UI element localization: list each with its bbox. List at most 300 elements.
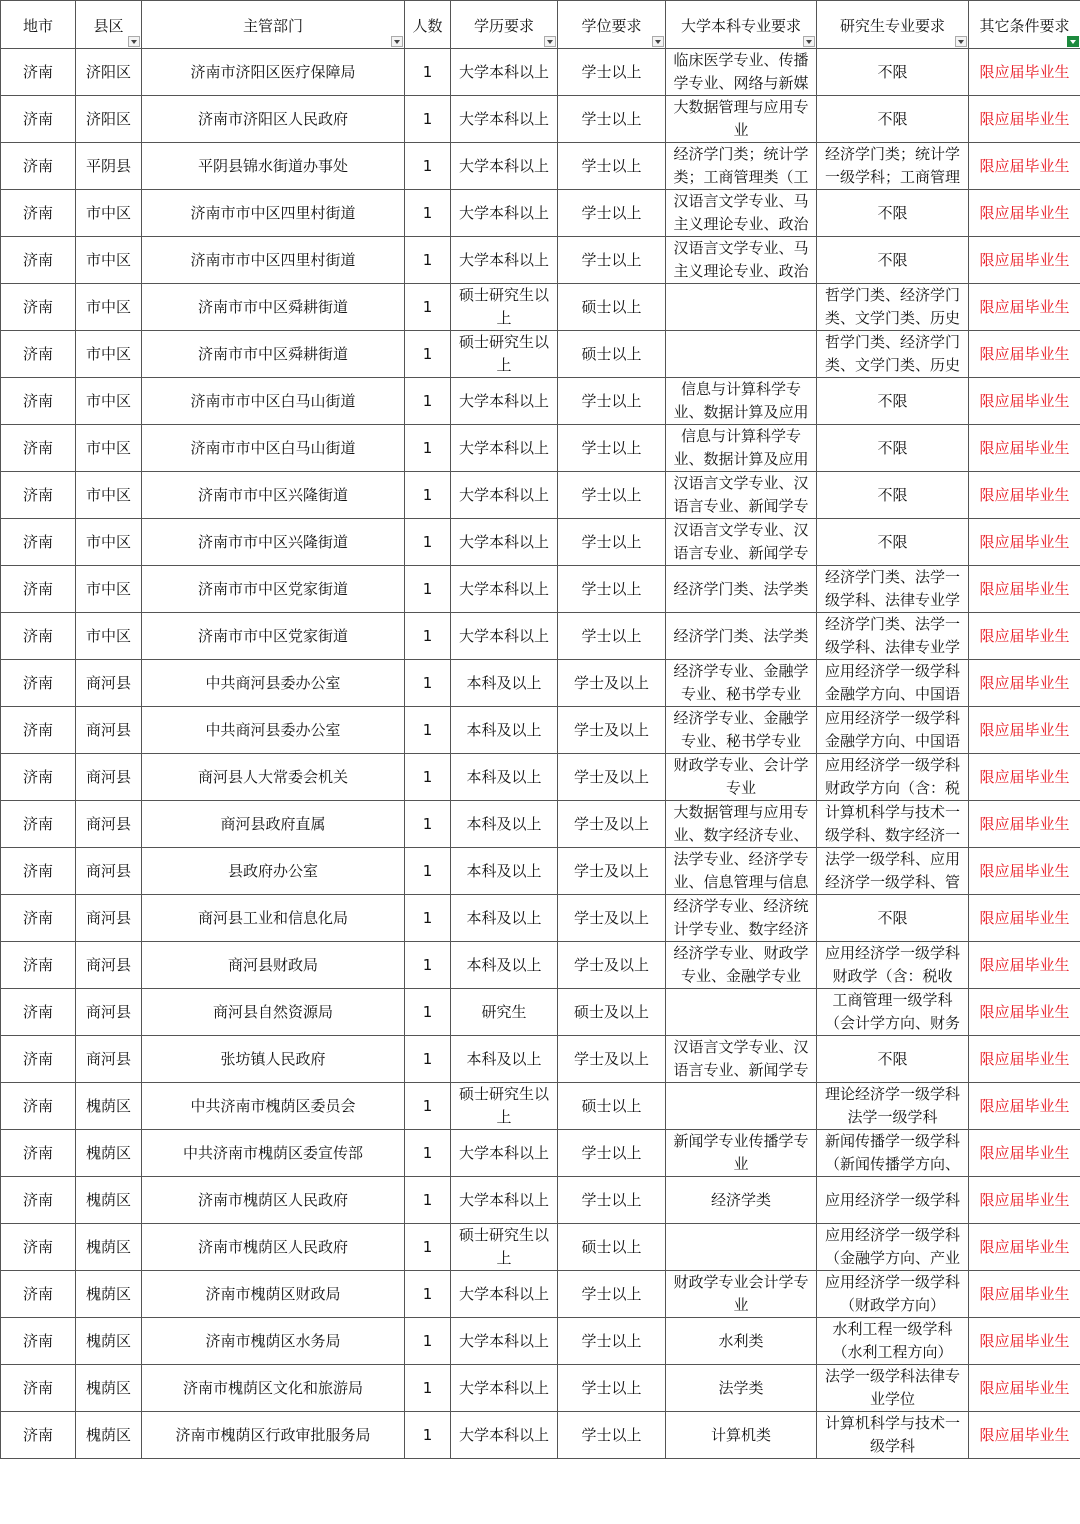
cell-department[interactable] <box>142 989 405 1036</box>
cell-text: 经济学门类；统计学类；工商管理类（工 <box>673 145 809 186</box>
cell-headcount[interactable] <box>405 895 451 942</box>
cell-district[interactable] <box>76 1365 142 1412</box>
cell-text: 限应届毕业生 <box>979 626 1070 645</box>
cell-city[interactable] <box>1 190 76 237</box>
cell-city[interactable] <box>1 472 76 519</box>
cell-headcount[interactable] <box>405 1224 451 1271</box>
cell-city[interactable] <box>1 801 76 848</box>
cell-headcount[interactable] <box>405 331 451 378</box>
cell-headcount[interactable] <box>405 566 451 613</box>
cell-degree[interactable] <box>558 1412 666 1459</box>
cell-district[interactable] <box>76 1412 142 1459</box>
cell-degree[interactable] <box>558 143 666 190</box>
cell-city[interactable] <box>1 1036 76 1083</box>
cell-other-conditions[interactable] <box>969 1177 1080 1224</box>
cell-city[interactable] <box>1 1177 76 1224</box>
cell-district[interactable] <box>76 331 142 378</box>
cell-grad-major[interactable] <box>817 848 969 895</box>
cell-text: 应用经济学一级学科（财政学方向） <box>824 1273 960 1314</box>
cell-department[interactable] <box>142 1271 405 1318</box>
cell-department[interactable] <box>142 1224 405 1271</box>
cell-other-conditions[interactable] <box>969 1224 1080 1271</box>
cell-grad-major[interactable] <box>817 519 969 566</box>
cell-undergrad-major[interactable] <box>666 1177 817 1224</box>
cell-department[interactable] <box>142 660 405 707</box>
cell-department[interactable] <box>142 707 405 754</box>
cell-text: 1 <box>422 626 433 645</box>
cell-education[interactable] <box>451 49 558 96</box>
cell-undergrad-major[interactable] <box>666 1412 817 1459</box>
cell-undergrad-major[interactable] <box>666 895 817 942</box>
cell-text: 1 <box>422 391 433 410</box>
cell-grad-major[interactable] <box>817 660 969 707</box>
cell-other-conditions[interactable] <box>969 331 1080 378</box>
cell-city[interactable] <box>1 143 76 190</box>
cell-headcount[interactable] <box>405 989 451 1036</box>
cell-headcount[interactable] <box>405 942 451 989</box>
cell-education[interactable] <box>451 1130 558 1177</box>
cell-headcount[interactable] <box>405 1083 451 1130</box>
cell-department[interactable] <box>142 331 405 378</box>
cell-grad-major[interactable] <box>817 1412 969 1459</box>
table-row <box>1 284 1080 331</box>
cell-city[interactable] <box>1 613 76 660</box>
cell-undergrad-major[interactable] <box>666 237 817 284</box>
cell-grad-major[interactable] <box>817 331 969 378</box>
cell-undergrad-major[interactable] <box>666 190 817 237</box>
cell-city[interactable] <box>1 96 76 143</box>
cell-other-conditions[interactable] <box>969 1412 1080 1459</box>
cell-headcount[interactable] <box>405 237 451 284</box>
cell-education[interactable] <box>451 284 558 331</box>
cell-degree[interactable] <box>558 49 666 96</box>
cell-district[interactable] <box>76 801 142 848</box>
cell-other-conditions[interactable] <box>969 566 1080 613</box>
cell-district[interactable] <box>76 96 142 143</box>
cell-undergrad-major[interactable] <box>666 613 817 660</box>
cell-city[interactable] <box>1 1130 76 1177</box>
cell-other-conditions[interactable] <box>969 848 1080 895</box>
cell-department[interactable] <box>142 378 405 425</box>
cell-education[interactable] <box>451 1036 558 1083</box>
cell-grad-major[interactable] <box>817 472 969 519</box>
cell-other-conditions[interactable] <box>969 378 1080 425</box>
cell-city[interactable] <box>1 895 76 942</box>
cell-district[interactable] <box>76 284 142 331</box>
cell-undergrad-major[interactable] <box>666 425 817 472</box>
cell-education[interactable] <box>451 1412 558 1459</box>
cell-degree[interactable] <box>558 284 666 331</box>
cell-district[interactable] <box>76 1083 142 1130</box>
cell-district[interactable] <box>76 895 142 942</box>
cell-education[interactable] <box>451 895 558 942</box>
cell-education[interactable] <box>451 1177 558 1224</box>
cell-grad-major[interactable] <box>817 1365 969 1412</box>
cell-other-conditions[interactable] <box>969 613 1080 660</box>
cell-education[interactable] <box>451 331 558 378</box>
cell-district[interactable] <box>76 425 142 472</box>
cell-headcount[interactable] <box>405 519 451 566</box>
cell-department[interactable] <box>142 942 405 989</box>
cell-department[interactable] <box>142 1130 405 1177</box>
cell-text: 不限 <box>877 62 908 81</box>
cell-headcount[interactable] <box>405 1130 451 1177</box>
cell-education[interactable] <box>451 1365 558 1412</box>
cell-undergrad-major[interactable] <box>666 566 817 613</box>
cell-department[interactable] <box>142 472 405 519</box>
cell-city[interactable] <box>1 1318 76 1365</box>
cell-degree[interactable] <box>558 895 666 942</box>
cell-city[interactable] <box>1 1083 76 1130</box>
cell-other-conditions[interactable] <box>969 49 1080 96</box>
cell-district[interactable] <box>76 660 142 707</box>
cell-degree[interactable] <box>558 190 666 237</box>
cell-degree[interactable] <box>558 613 666 660</box>
cell-degree[interactable] <box>558 1365 666 1412</box>
cell-degree[interactable] <box>558 519 666 566</box>
cell-undergrad-major[interactable] <box>666 707 817 754</box>
cell-headcount[interactable] <box>405 284 451 331</box>
cell-text: 1 <box>422 1096 433 1115</box>
cell-city[interactable] <box>1 989 76 1036</box>
cell-headcount[interactable] <box>405 49 451 96</box>
cell-headcount[interactable] <box>405 425 451 472</box>
cell-education[interactable] <box>451 237 558 284</box>
cell-undergrad-major[interactable] <box>666 801 817 848</box>
cell-department[interactable] <box>142 754 405 801</box>
cell-department[interactable] <box>142 895 405 942</box>
cell-city[interactable] <box>1 425 76 472</box>
cell-degree[interactable] <box>558 1271 666 1318</box>
cell-department[interactable] <box>142 237 405 284</box>
cell-grad-major[interactable] <box>817 613 969 660</box>
filter-dropdown-icon[interactable] <box>955 36 967 47</box>
cell-other-conditions[interactable] <box>969 425 1080 472</box>
cell-grad-major[interactable] <box>817 284 969 331</box>
cell-education[interactable] <box>451 190 558 237</box>
cell-degree[interactable] <box>558 801 666 848</box>
cell-city[interactable] <box>1 566 76 613</box>
table-row <box>1 237 1080 284</box>
cell-grad-major[interactable] <box>817 566 969 613</box>
cell-city[interactable] <box>1 331 76 378</box>
cell-department[interactable] <box>142 613 405 660</box>
cell-district[interactable] <box>76 49 142 96</box>
cell-department[interactable] <box>142 1036 405 1083</box>
cell-city[interactable] <box>1 754 76 801</box>
cell-grad-major[interactable] <box>817 1083 969 1130</box>
cell-text: 学士以上 <box>581 1331 642 1350</box>
cell-text: 济南 <box>22 250 53 269</box>
cell-undergrad-major[interactable] <box>666 96 817 143</box>
cell-text: 经济学专业、经济统计学专业、数字经济 <box>673 897 809 938</box>
cell-headcount[interactable] <box>405 472 451 519</box>
cell-education[interactable] <box>451 425 558 472</box>
cell-district[interactable] <box>76 143 142 190</box>
cell-text: 学士以上 <box>581 1425 642 1444</box>
cell-city[interactable] <box>1 848 76 895</box>
column-header-grad-major <box>817 1 969 49</box>
cell-degree[interactable] <box>558 425 666 472</box>
cell-undergrad-major[interactable] <box>666 378 817 425</box>
cell-education[interactable] <box>451 96 558 143</box>
cell-department[interactable] <box>142 425 405 472</box>
cell-headcount[interactable] <box>405 143 451 190</box>
cell-grad-major[interactable] <box>817 49 969 96</box>
table-row <box>1 707 1080 754</box>
cell-district[interactable] <box>76 942 142 989</box>
cell-district[interactable] <box>76 707 142 754</box>
cell-headcount[interactable] <box>405 754 451 801</box>
cell-undergrad-major[interactable] <box>666 848 817 895</box>
cell-district[interactable] <box>76 1177 142 1224</box>
cell-other-conditions[interactable] <box>969 1365 1080 1412</box>
filter-dropdown-icon[interactable] <box>391 36 403 47</box>
cell-headcount[interactable] <box>405 1177 451 1224</box>
cell-grad-major[interactable] <box>817 1271 969 1318</box>
cell-headcount[interactable] <box>405 707 451 754</box>
cell-other-conditions[interactable] <box>969 707 1080 754</box>
column-header-label: 人数 <box>412 17 443 35</box>
cell-district[interactable] <box>76 754 142 801</box>
cell-education[interactable] <box>451 707 558 754</box>
cell-degree[interactable] <box>558 707 666 754</box>
cell-undergrad-major[interactable] <box>666 1318 817 1365</box>
cell-text: 哲学门类、经济学门类、文学门类、历史 <box>824 286 960 327</box>
cell-degree[interactable] <box>558 942 666 989</box>
cell-other-conditions[interactable] <box>969 989 1080 1036</box>
cell-degree[interactable] <box>558 566 666 613</box>
cell-district[interactable] <box>76 190 142 237</box>
cell-undergrad-major[interactable] <box>666 1036 817 1083</box>
cell-city[interactable] <box>1 1224 76 1271</box>
cell-district[interactable] <box>76 989 142 1036</box>
cell-degree[interactable] <box>558 754 666 801</box>
cell-education[interactable] <box>451 754 558 801</box>
cell-district[interactable] <box>76 1318 142 1365</box>
cell-grad-major[interactable] <box>817 942 969 989</box>
filter-dropdown-icon[interactable] <box>128 36 140 47</box>
cell-degree[interactable] <box>558 1224 666 1271</box>
filter-dropdown-icon[interactable] <box>544 36 556 47</box>
cell-grad-major[interactable] <box>817 1177 969 1224</box>
cell-grad-major[interactable] <box>817 707 969 754</box>
cell-city[interactable] <box>1 707 76 754</box>
cell-city[interactable] <box>1 284 76 331</box>
cell-headcount[interactable] <box>405 1365 451 1412</box>
cell-district[interactable] <box>76 237 142 284</box>
cell-other-conditions[interactable] <box>969 1318 1080 1365</box>
cell-district[interactable] <box>76 519 142 566</box>
cell-city[interactable] <box>1 1412 76 1459</box>
cell-department[interactable] <box>142 566 405 613</box>
cell-undergrad-major[interactable] <box>666 143 817 190</box>
cell-grad-major[interactable] <box>817 1036 969 1083</box>
cell-city[interactable] <box>1 237 76 284</box>
cell-education[interactable] <box>451 378 558 425</box>
cell-grad-major[interactable] <box>817 1130 969 1177</box>
filter-dropdown-icon[interactable] <box>652 36 664 47</box>
cell-district[interactable] <box>76 1130 142 1177</box>
cell-undergrad-major[interactable] <box>666 472 817 519</box>
cell-undergrad-major[interactable] <box>666 989 817 1036</box>
cell-degree[interactable] <box>558 660 666 707</box>
cell-text: 市中区 <box>85 297 131 316</box>
cell-grad-major[interactable] <box>817 895 969 942</box>
cell-headcount[interactable] <box>405 613 451 660</box>
cell-education[interactable] <box>451 1083 558 1130</box>
cell-other-conditions[interactable] <box>969 284 1080 331</box>
cell-district[interactable] <box>76 1036 142 1083</box>
cell-grad-major[interactable] <box>817 378 969 425</box>
cell-department[interactable] <box>142 1177 405 1224</box>
cell-education[interactable] <box>451 519 558 566</box>
cell-undergrad-major[interactable] <box>666 1224 817 1271</box>
cell-headcount[interactable] <box>405 190 451 237</box>
cell-education[interactable] <box>451 942 558 989</box>
cell-undergrad-major[interactable] <box>666 1130 817 1177</box>
cell-department[interactable] <box>142 190 405 237</box>
cell-education[interactable] <box>451 613 558 660</box>
cell-department[interactable] <box>142 1412 405 1459</box>
cell-headcount[interactable] <box>405 1318 451 1365</box>
filter-dropdown-icon[interactable] <box>803 36 815 47</box>
cell-degree[interactable] <box>558 378 666 425</box>
cell-department[interactable] <box>142 143 405 190</box>
cell-district[interactable] <box>76 1271 142 1318</box>
cell-city[interactable] <box>1 1271 76 1318</box>
cell-undergrad-major[interactable] <box>666 754 817 801</box>
cell-grad-major[interactable] <box>817 989 969 1036</box>
cell-text: 济南 <box>22 626 53 645</box>
cell-grad-major[interactable] <box>817 143 969 190</box>
cell-grad-major[interactable] <box>817 425 969 472</box>
cell-other-conditions[interactable] <box>969 1083 1080 1130</box>
cell-department[interactable] <box>142 1318 405 1365</box>
cell-department[interactable] <box>142 284 405 331</box>
cell-undergrad-major[interactable] <box>666 331 817 378</box>
cell-undergrad-major[interactable] <box>666 1083 817 1130</box>
cell-education[interactable] <box>451 848 558 895</box>
cell-degree[interactable] <box>558 1318 666 1365</box>
cell-city[interactable] <box>1 49 76 96</box>
cell-other-conditions[interactable] <box>969 190 1080 237</box>
cell-grad-major[interactable] <box>817 96 969 143</box>
cell-education[interactable] <box>451 1318 558 1365</box>
cell-other-conditions[interactable] <box>969 754 1080 801</box>
cell-education[interactable] <box>451 801 558 848</box>
cell-other-conditions[interactable] <box>969 1271 1080 1318</box>
cell-district[interactable] <box>76 472 142 519</box>
cell-degree[interactable] <box>558 989 666 1036</box>
cell-other-conditions[interactable] <box>969 660 1080 707</box>
cell-department[interactable] <box>142 96 405 143</box>
cell-department[interactable] <box>142 848 405 895</box>
cell-grad-major[interactable] <box>817 190 969 237</box>
cell-other-conditions[interactable] <box>969 143 1080 190</box>
cell-city[interactable] <box>1 378 76 425</box>
cell-degree[interactable] <box>558 1036 666 1083</box>
cell-other-conditions[interactable] <box>969 96 1080 143</box>
cell-district[interactable] <box>76 848 142 895</box>
cell-district[interactable] <box>76 613 142 660</box>
cell-text: 济阳区 <box>85 62 131 81</box>
cell-grad-major[interactable] <box>817 237 969 284</box>
cell-headcount[interactable] <box>405 1271 451 1318</box>
cell-city[interactable] <box>1 519 76 566</box>
cell-education[interactable] <box>451 1271 558 1318</box>
cell-degree[interactable] <box>558 1083 666 1130</box>
cell-other-conditions[interactable] <box>969 472 1080 519</box>
cell-education[interactable] <box>451 1224 558 1271</box>
cell-grad-major[interactable] <box>817 801 969 848</box>
cell-department[interactable] <box>142 519 405 566</box>
cell-other-conditions[interactable] <box>969 1036 1080 1083</box>
cell-department[interactable] <box>142 801 405 848</box>
cell-text: 应用经济学一级学科金融学方向、中国语 <box>824 709 960 750</box>
cell-undergrad-major[interactable] <box>666 49 817 96</box>
cell-undergrad-major[interactable] <box>666 942 817 989</box>
cell-degree[interactable] <box>558 848 666 895</box>
cell-other-conditions[interactable] <box>969 519 1080 566</box>
cell-other-conditions[interactable] <box>969 1130 1080 1177</box>
cell-other-conditions[interactable] <box>969 895 1080 942</box>
cell-degree[interactable] <box>558 96 666 143</box>
cell-department[interactable] <box>142 1083 405 1130</box>
cell-city[interactable] <box>1 1365 76 1412</box>
cell-undergrad-major[interactable] <box>666 1271 817 1318</box>
cell-city[interactable] <box>1 942 76 989</box>
cell-headcount[interactable] <box>405 1412 451 1459</box>
filter-dropdown-icon[interactable] <box>1067 36 1079 47</box>
cell-headcount[interactable] <box>405 660 451 707</box>
cell-degree[interactable] <box>558 1177 666 1224</box>
cell-district[interactable] <box>76 1224 142 1271</box>
table-row <box>1 801 1080 848</box>
cell-degree[interactable] <box>558 331 666 378</box>
cell-undergrad-major[interactable] <box>666 1365 817 1412</box>
cell-headcount[interactable] <box>405 848 451 895</box>
cell-headcount[interactable] <box>405 378 451 425</box>
cell-degree[interactable] <box>558 472 666 519</box>
cell-grad-major[interactable] <box>817 1318 969 1365</box>
cell-other-conditions[interactable] <box>969 801 1080 848</box>
cell-grad-major[interactable] <box>817 1224 969 1271</box>
cell-education[interactable] <box>451 660 558 707</box>
cell-department[interactable] <box>142 49 405 96</box>
cell-education[interactable] <box>451 989 558 1036</box>
cell-degree[interactable] <box>558 1130 666 1177</box>
cell-undergrad-major[interactable] <box>666 284 817 331</box>
cell-undergrad-major[interactable] <box>666 519 817 566</box>
cell-headcount[interactable] <box>405 1036 451 1083</box>
cell-other-conditions[interactable] <box>969 942 1080 989</box>
cell-education[interactable] <box>451 566 558 613</box>
cell-undergrad-major[interactable] <box>666 660 817 707</box>
cell-headcount[interactable] <box>405 96 451 143</box>
cell-degree[interactable] <box>558 237 666 284</box>
cell-education[interactable] <box>451 143 558 190</box>
cell-text: 1 <box>422 720 433 739</box>
cell-department[interactable] <box>142 1365 405 1412</box>
cell-other-conditions[interactable] <box>969 237 1080 284</box>
cell-headcount[interactable] <box>405 801 451 848</box>
cell-district[interactable] <box>76 566 142 613</box>
cell-grad-major[interactable] <box>817 754 969 801</box>
cell-education[interactable] <box>451 472 558 519</box>
cell-city[interactable] <box>1 660 76 707</box>
cell-district[interactable] <box>76 378 142 425</box>
